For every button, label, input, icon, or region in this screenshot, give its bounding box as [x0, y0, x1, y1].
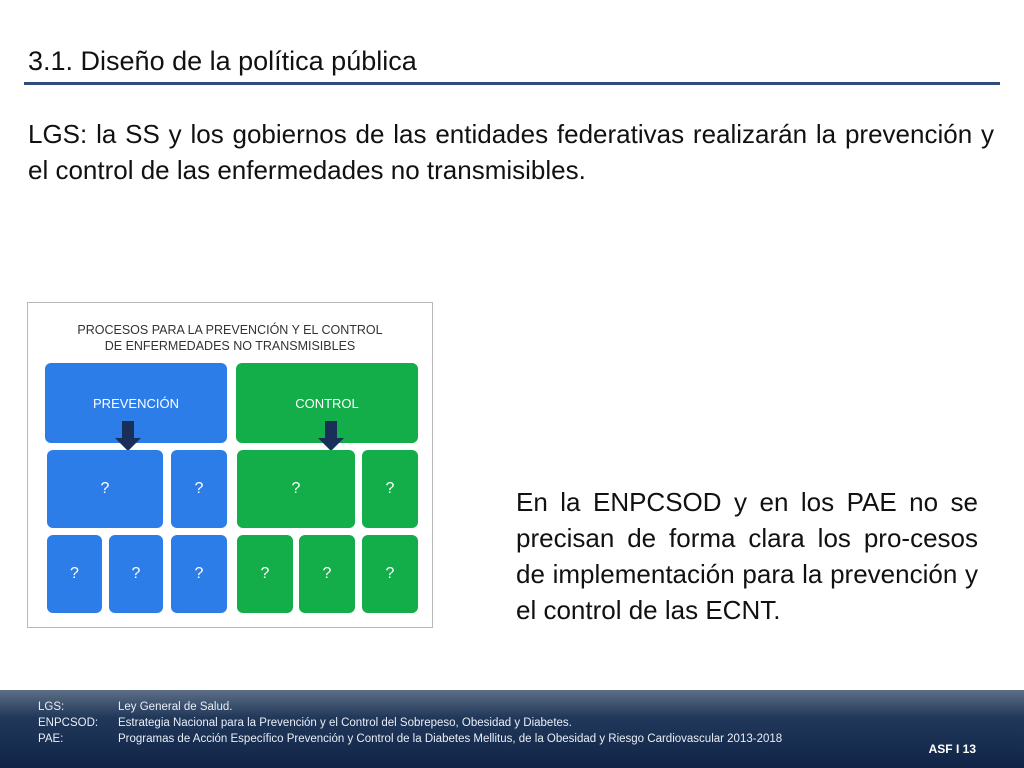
footnote-abbr: LGS:	[38, 701, 65, 713]
unknown-label: ?	[385, 480, 395, 497]
footnote-definition: Programas de Acción Específico Prevención y Control de la Diabetes Mellitus, de la Obesidad y Riesgo Cardiovascular 2013-2018	[118, 733, 783, 745]
intro-paragraph: LGS: la SS y los gobiernos de las entidades federativas realizarán la prevención y el control de las enfermedades no transmisibles.	[28, 119, 994, 185]
unknown-label: ?	[131, 565, 141, 582]
prevention-process-box	[171, 450, 227, 528]
prevention-label: PREVENCIÓN	[93, 395, 179, 411]
unknown-label: ?	[385, 565, 395, 582]
unknown-label: ?	[291, 480, 301, 497]
prevention-process-box	[47, 450, 163, 528]
process-diagram	[27, 302, 433, 628]
prevention-subprocess-box	[109, 535, 163, 613]
slide-title: 3.1. Diseño de la política pública	[28, 46, 417, 76]
title-divider	[24, 82, 1000, 85]
unknown-label: ?	[260, 565, 270, 582]
prevention-subprocess-box	[47, 535, 102, 613]
page-number: ASF I 13	[928, 742, 976, 756]
diagram-title-line-2: DE ENFERMEDADES NO TRANSMISIBLES	[104, 339, 356, 353]
prevention-subprocess-box	[171, 535, 227, 613]
control-subprocess-box	[237, 535, 293, 613]
diagram-title-line-1: PROCESOS PARA LA PREVENCIÓN Y EL CONTROL	[77, 323, 383, 337]
unknown-label: ?	[100, 480, 110, 497]
prevention-box	[45, 363, 227, 443]
footer-band	[0, 690, 1024, 768]
finding-paragraph: En la ENPCSOD y en los PAE no se precisan de forma clara los pro-cesos de implementación para la prevención y el control de las ECNT.	[516, 487, 978, 625]
footnote-definition: Ley General de Salud.	[118, 701, 233, 713]
unknown-label: ?	[70, 565, 79, 582]
footnote-definition: Estrategia Nacional para la Prevención y el Control del Sobrepeso, Obesidad y Diabetes.	[118, 717, 572, 729]
control-label: CONTROL	[295, 395, 359, 411]
footnote-abbr: ENPCSOD:	[38, 717, 99, 729]
control-subprocess-box	[362, 535, 418, 613]
unknown-label: ?	[194, 480, 204, 497]
control-process-box	[237, 450, 355, 528]
unknown-label: ?	[322, 565, 332, 582]
control-subprocess-box	[299, 535, 355, 613]
control-process-box	[362, 450, 418, 528]
footnote-abbr: PAE:	[38, 733, 64, 745]
unknown-label: ?	[194, 565, 204, 582]
